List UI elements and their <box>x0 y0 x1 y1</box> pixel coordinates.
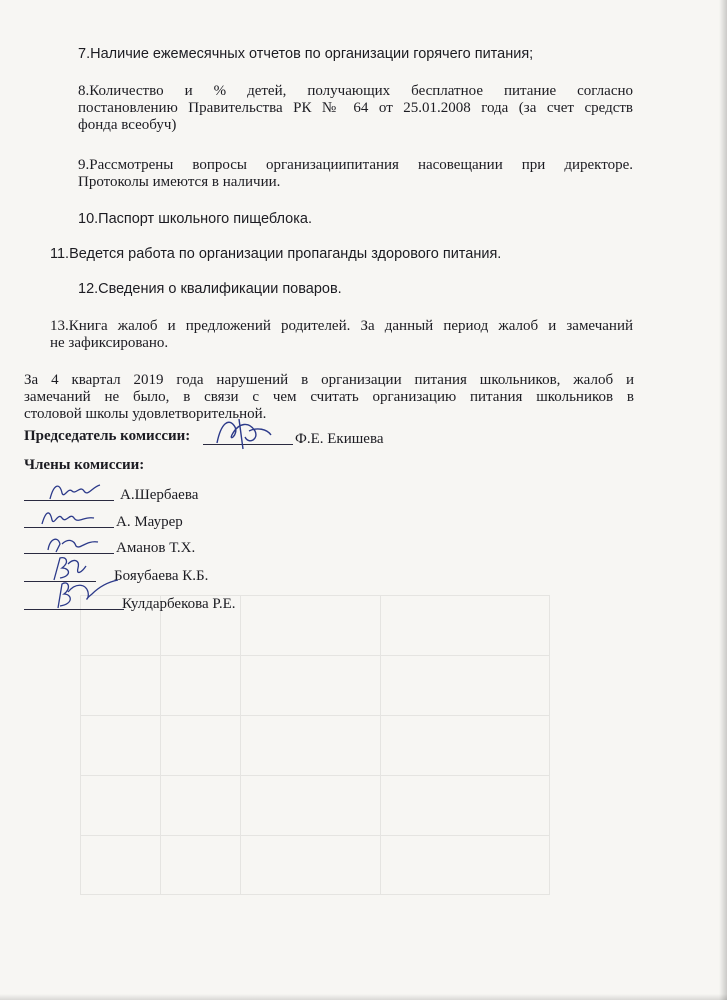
list-item-8-line-2: постановлению Правительства РК № 64 от 25.01.2008 года (за счет средств <box>78 100 633 116</box>
list-item-11: 11.Ведется работа по организации пропаганды здорового питания. <box>50 246 502 262</box>
list-item-8-line-3: фонда всеобуч) <box>78 117 177 133</box>
conclusion-line-1: За 4 квартал 2019 года нарушений в организации питания школьников, жалоб и <box>24 372 634 388</box>
chair-name: Ф.Е. Екишева <box>295 431 384 447</box>
member-signature-line-1 <box>24 485 199 503</box>
bleed-through-table <box>80 595 550 895</box>
member-5-signature <box>52 578 122 612</box>
member-2-signature <box>38 506 98 530</box>
conclusion-line-2: замечаний не было, в связи с чем считать организацию питания школьников в <box>24 389 634 405</box>
members-label: Члены комиссии: <box>24 457 145 473</box>
member-signature-line-3 <box>24 538 196 556</box>
chair-signature <box>209 413 279 453</box>
chair-signature-line <box>203 425 384 447</box>
list-item-12: 12.Сведения о квалификации поваров. <box>78 281 342 297</box>
member-2-name: А. Маурер <box>116 514 183 530</box>
list-item-9-line-1: 9.Рассмотрены вопросы организациипитания насовещании при директоре. <box>78 157 633 173</box>
list-item-9-line-2: Протоколы имеются в наличии. <box>78 174 281 190</box>
list-item-13-line-1: 13.Книга жалоб и предложений родителей. За данный период жалоб и замечаний <box>50 318 633 334</box>
conclusion-line-3: столовой школы удовлетворительной. <box>24 406 267 422</box>
member-5-name: Кулдарбекова Р.Е. <box>122 596 236 612</box>
member-signature-line-5 <box>24 594 236 612</box>
member-3-signature <box>44 532 104 556</box>
list-item-10: 10.Паспорт школьного пищеблока. <box>78 211 312 227</box>
member-4-name: Бояубаева К.Б. <box>114 568 209 584</box>
member-3-name: Аманов Т.Х. <box>116 540 196 556</box>
scan-edge-shadow <box>719 0 727 1000</box>
list-item-8-line-1: 8.Количество и % детей, получающих бесплатное питание согласно <box>78 83 633 99</box>
member-signature-line-2 <box>24 512 183 530</box>
member-1-name: А.Шербаева <box>120 487 199 503</box>
chair-label: Председатель комиссии: <box>24 428 191 444</box>
scan-bottom-shadow <box>0 994 727 1000</box>
list-item-7: 7.Наличие ежемесячных отчетов по организации горячего питания; <box>78 46 534 62</box>
member-1-signature <box>46 477 106 505</box>
list-item-13-line-2: не зафиксировано. <box>50 335 169 351</box>
